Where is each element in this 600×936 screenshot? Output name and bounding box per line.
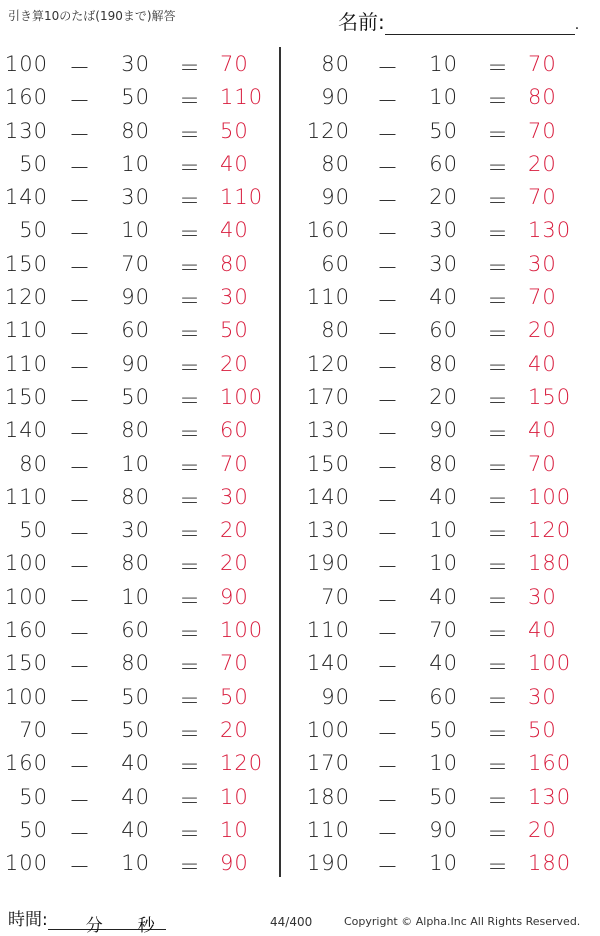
answer: 150 [528,384,572,409]
minuend: 150 [4,651,48,676]
minuend: 70 [19,717,48,742]
answer: 50 [220,118,249,143]
answer: 20 [528,151,557,176]
minus-sign: － [69,155,91,180]
subtrahend: 30 [429,218,458,243]
subtrahend: 30 [121,52,150,76]
page-number: 44/400 [270,915,313,929]
minus-sign: － [69,488,91,513]
equals-sign: ＝ [179,122,201,147]
minus-sign: － [69,189,91,214]
minus-sign: － [377,122,399,147]
answer: 100 [528,484,572,509]
subtrahend: 80 [121,651,150,676]
equals-sign: ＝ [179,255,201,280]
minuend: 160 [4,85,48,110]
subtrahend: 40 [429,484,458,509]
equals-sign: ＝ [179,522,201,547]
equals-sign: ＝ [179,222,201,247]
equals-sign: ＝ [487,222,509,247]
equals-sign: ＝ [179,289,201,314]
minus-sign: － [69,721,91,746]
minuend: 190 [306,851,350,876]
subtrahend: 40 [121,784,150,809]
answer: 30 [528,584,557,609]
minus-sign: － [377,322,399,347]
minuend: 140 [4,185,48,210]
minus-sign: － [69,255,91,280]
minus-sign: － [69,688,91,713]
equals-sign: ＝ [487,355,509,380]
minus-sign: － [69,322,91,347]
equals-sign: ＝ [179,155,201,180]
answer: 70 [220,651,249,676]
equals-sign: ＝ [487,588,509,613]
subtrahend: 80 [429,451,458,476]
subtrahend: 50 [429,118,458,143]
answer: 10 [220,784,249,809]
minuend: 110 [4,318,48,343]
equals-sign: ＝ [487,322,509,347]
equals-sign: ＝ [179,622,201,647]
answer: 30 [220,484,249,509]
answer: 100 [220,384,264,409]
name-label: 名前: [338,10,385,34]
answer: 20 [528,318,557,343]
minus-sign: － [377,522,399,547]
answer: 120 [220,751,264,776]
equals-sign: ＝ [179,588,201,613]
answer: 80 [220,251,249,276]
minus-sign: － [69,388,91,413]
subtrahend: 60 [429,151,458,176]
minuend: 170 [306,751,350,776]
subtrahend: 90 [121,285,150,310]
minuend: 50 [19,817,48,842]
minuend: 110 [4,351,48,376]
minus-sign: － [377,388,399,413]
name-field [338,6,579,35]
equals-sign: ＝ [179,189,201,214]
minuend: 70 [321,584,350,609]
time-label: 時間: [8,910,48,930]
subtrahend: 10 [429,518,458,543]
minus-sign: － [69,821,91,846]
minus-sign: － [377,289,399,314]
minus-sign: － [377,455,399,480]
subtrahend: 50 [121,384,150,409]
minuend: 120 [306,118,350,143]
minus-sign: － [69,855,91,880]
equals-sign: ＝ [487,721,509,746]
equals-sign: ＝ [487,89,509,114]
minuend: 90 [321,185,350,210]
equals-sign: ＝ [487,522,509,547]
minuend: 180 [306,784,350,809]
equals-sign: ＝ [487,488,509,513]
equals-sign: ＝ [487,255,509,280]
equals-sign: ＝ [179,555,201,580]
minus-sign: － [377,189,399,214]
minus-sign: － [377,821,399,846]
subtrahend: 50 [121,684,150,709]
minus-sign: － [69,355,91,380]
minus-sign: － [69,422,91,447]
answer: 30 [220,285,249,310]
answer: 80 [528,85,557,110]
minuend: 80 [321,52,350,76]
equals-sign: ＝ [179,721,201,746]
minus-sign: － [69,555,91,580]
minus-sign: － [69,122,91,147]
equals-sign: ＝ [487,755,509,780]
equals-sign: ＝ [179,655,201,680]
minuend: 150 [306,451,350,476]
minus-sign: － [69,655,91,680]
minuend: 110 [306,618,350,643]
minuend: 110 [306,285,350,310]
subtrahend: 70 [121,251,150,276]
answer: 70 [528,451,557,476]
equals-sign: ＝ [487,622,509,647]
subtrahend: 50 [121,717,150,742]
answer: 70 [220,52,249,76]
answer: 50 [220,318,249,343]
equals-sign: ＝ [179,388,201,413]
subtrahend: 10 [429,751,458,776]
subtrahend: 90 [429,817,458,842]
answer: 50 [528,717,557,742]
minus-sign: － [377,721,399,746]
subtrahend: 10 [429,851,458,876]
equals-sign: ＝ [487,122,509,147]
equals-sign: ＝ [487,821,509,846]
name-line[interactable] [385,14,575,35]
subtrahend: 30 [121,185,150,210]
seconds-label: 秒 [137,916,155,936]
minus-sign: － [377,855,399,880]
answer: 30 [528,251,557,276]
equals-sign: ＝ [487,688,509,713]
subtrahend: 10 [121,218,150,243]
equals-sign: ＝ [487,422,509,447]
answer: 100 [220,618,264,643]
column-divider [279,47,281,877]
minuend: 170 [306,384,350,409]
subtrahend: 80 [429,351,458,376]
minus-sign: － [69,755,91,780]
subtrahend: 80 [121,418,150,443]
subtrahend: 70 [429,618,458,643]
minus-sign: － [377,755,399,780]
minus-sign: － [377,688,399,713]
answer: 10 [220,817,249,842]
equals-sign: ＝ [487,655,509,680]
equals-sign: ＝ [179,755,201,780]
answer: 100 [528,651,572,676]
minus-sign: － [377,422,399,447]
answer: 40 [528,418,557,443]
minus-sign: － [377,622,399,647]
minus-sign: － [69,289,91,314]
subtrahend: 20 [429,185,458,210]
minuend: 160 [4,618,48,643]
equals-sign: ＝ [179,89,201,114]
minuend: 110 [306,817,350,842]
subtrahend: 10 [121,851,150,876]
answer: 180 [528,851,572,876]
minus-sign: － [377,56,399,80]
minuend: 100 [306,717,350,742]
subtrahend: 40 [121,751,150,776]
minuend: 50 [19,218,48,243]
minuend: 130 [306,518,350,543]
minuend: 60 [321,251,350,276]
minuend: 140 [306,484,350,509]
subtrahend: 40 [429,285,458,310]
answer: 90 [220,584,249,609]
answer: 20 [220,551,249,576]
minuend: 150 [4,384,48,409]
minuend: 80 [321,318,350,343]
subtrahend: 10 [121,151,150,176]
answer: 50 [220,684,249,709]
minus-sign: － [377,89,399,114]
subtrahend: 10 [429,52,458,76]
equals-sign: ＝ [179,855,201,880]
answer: 160 [528,751,572,776]
subtrahend: 60 [121,318,150,343]
subtrahend: 30 [429,251,458,276]
minus-sign: － [377,788,399,813]
subtrahend: 30 [121,518,150,543]
answer: 70 [528,52,557,76]
minuend: 110 [4,484,48,509]
equals-sign: ＝ [487,855,509,880]
answer: 40 [528,618,557,643]
subtrahend: 90 [121,351,150,376]
minus-sign: － [377,555,399,580]
answer: 20 [528,817,557,842]
equals-sign: ＝ [487,455,509,480]
equals-sign: ＝ [487,788,509,813]
minus-sign: － [69,622,91,647]
equals-sign: ＝ [179,355,201,380]
minus-sign: － [377,655,399,680]
minus-sign: － [377,588,399,613]
answer: 110 [220,185,264,210]
answer: 20 [220,717,249,742]
equals-sign: ＝ [179,788,201,813]
equals-sign: ＝ [179,821,201,846]
minus-sign: － [69,588,91,613]
subtrahend: 40 [429,584,458,609]
answer: 40 [220,218,249,243]
equals-sign: ＝ [487,155,509,180]
subtrahend: 20 [429,384,458,409]
answer: 40 [220,151,249,176]
minuend: 100 [4,684,48,709]
minuend: 140 [4,418,48,443]
minuend: 80 [19,451,48,476]
minus-sign: － [69,56,91,80]
subtrahend: 60 [429,318,458,343]
answer: 20 [220,518,249,543]
subtrahend: 10 [429,85,458,110]
minuend: 150 [4,251,48,276]
answer: 70 [528,285,557,310]
answer: 180 [528,551,572,576]
name-line-end: . [574,17,580,33]
minuend: 130 [306,418,350,443]
time-field [8,905,166,936]
subtrahend: 10 [429,551,458,576]
minus-sign: － [69,89,91,114]
minuend: 90 [321,684,350,709]
equals-sign: ＝ [179,688,201,713]
minus-sign: － [377,355,399,380]
subtrahend: 90 [429,418,458,443]
subtrahend: 80 [121,551,150,576]
subtrahend: 80 [121,484,150,509]
minuend: 50 [19,151,48,176]
minus-sign: － [377,155,399,180]
minus-sign: － [377,255,399,280]
subtrahend: 60 [121,618,150,643]
answer: 60 [220,418,249,443]
minuend: 160 [306,218,350,243]
subtrahend: 60 [429,684,458,709]
equals-sign: ＝ [487,189,509,214]
equals-sign: ＝ [487,555,509,580]
minuend: 190 [306,551,350,576]
time-line[interactable] [48,911,166,936]
copyright-text: Copyright © Alpha.Inc All Rights Reserved. [344,915,581,928]
minuend: 160 [4,751,48,776]
subtrahend: 40 [429,651,458,676]
minus-sign: － [69,788,91,813]
answer: 40 [528,351,557,376]
equals-sign: ＝ [179,422,201,447]
minuend: 100 [4,52,48,76]
answer: 30 [528,684,557,709]
equals-sign: ＝ [487,388,509,413]
answer: 70 [528,118,557,143]
minuend: 90 [321,85,350,110]
answer: 20 [220,351,249,376]
subtrahend: 40 [121,817,150,842]
subtrahend: 80 [121,118,150,143]
answer: 70 [528,185,557,210]
answer: 130 [528,218,572,243]
minus-sign: － [377,222,399,247]
minuend: 100 [4,584,48,609]
answer: 120 [528,518,572,543]
minus-sign: － [69,522,91,547]
minuend: 80 [321,151,350,176]
subtrahend: 50 [121,85,150,110]
equals-sign: ＝ [487,289,509,314]
minuend: 100 [4,551,48,576]
minuend: 120 [306,351,350,376]
answer: 130 [528,784,572,809]
minuend: 130 [4,118,48,143]
answer: 90 [220,851,249,876]
subtrahend: 50 [429,717,458,742]
subtrahend: 10 [121,451,150,476]
minus-sign: － [377,488,399,513]
subtrahend: 50 [429,784,458,809]
equals-sign: ＝ [487,56,509,80]
equals-sign: ＝ [179,322,201,347]
minuend: 140 [306,651,350,676]
answer: 70 [220,451,249,476]
minuend: 50 [19,784,48,809]
equals-sign: ＝ [179,488,201,513]
minus-sign: － [69,222,91,247]
answer: 110 [220,85,264,110]
minuend: 100 [4,851,48,876]
minuend: 120 [4,285,48,310]
minuend: 50 [19,518,48,543]
equals-sign: ＝ [179,455,201,480]
worksheet-title: 引き算10のたば(190まで)解答 [8,9,176,23]
equals-sign: ＝ [179,56,201,80]
minutes-label: 分 [85,916,103,936]
subtrahend: 10 [121,584,150,609]
minus-sign: － [69,455,91,480]
